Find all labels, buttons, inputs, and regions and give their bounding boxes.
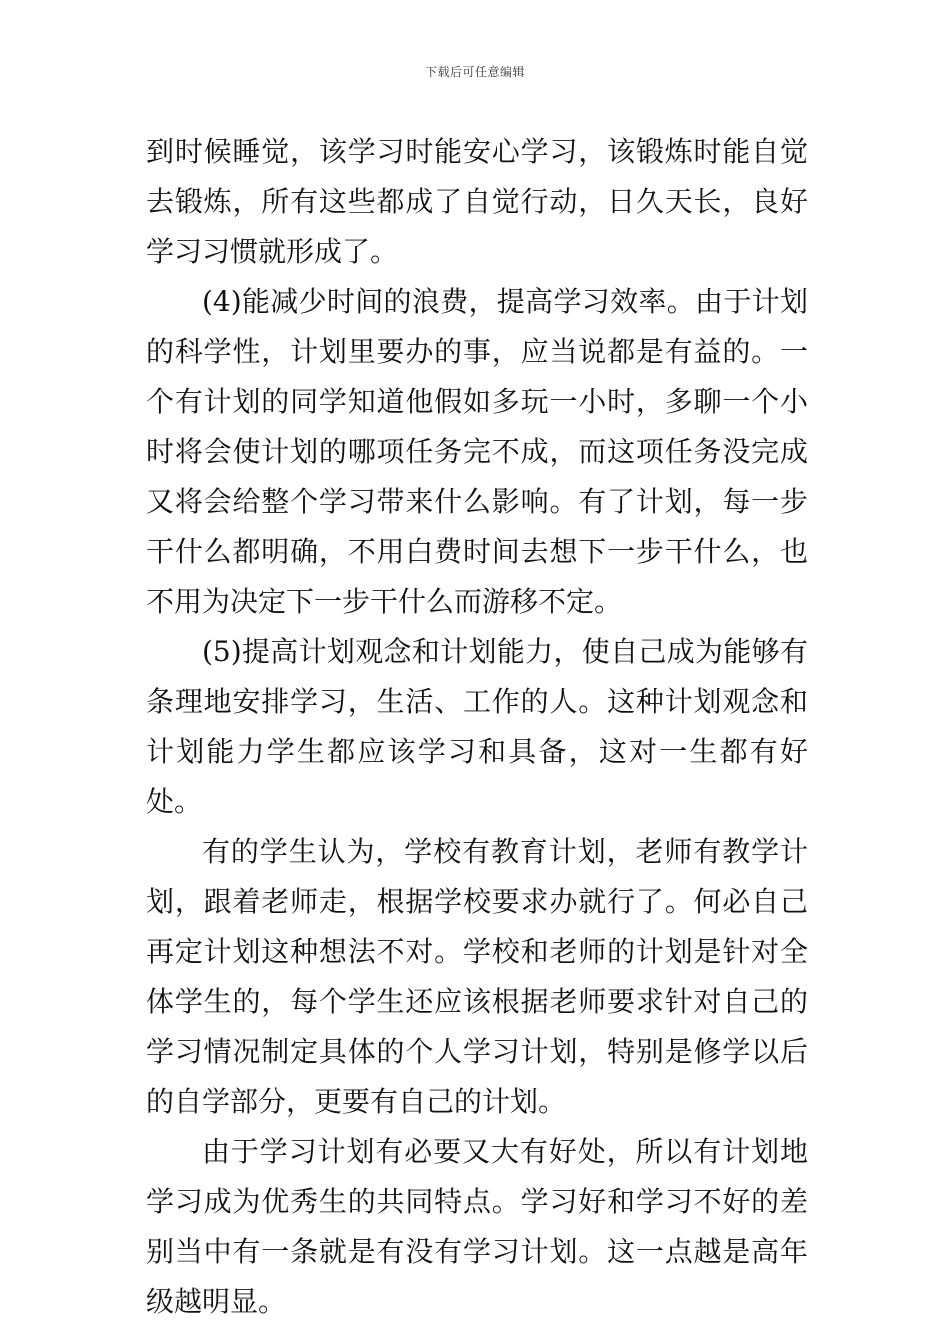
paragraph-point-5: (5)提高计划观念和计划能力，使自己成为能够有条理地安排学习，生活、工作的人。这种计划观念和计划能力学生都应该学习和具备，这对一生都有好处。: [146, 635, 808, 818]
paragraph-opinion: 有的学生认为，学校有教育计划，老师有教学计划，跟着老师走，根据学校要求办就行了。何必自己再定计划这种想法不对。学校和老师的计划是针对全体学生的，每个学生还应该根据老师要求针对自己的学习情况制定具体的个人学习计划，特别是修学以后的自学部分，更要有自己的计划。: [146, 835, 808, 1118]
document-body: [146, 127, 808, 1327]
paragraph-continuation: 到时候睡觉，该学习时能安心学习，该锻炼时能自觉去锻炼，所有这些都成了自觉行动，日久天长，良好学习习惯就形成了。: [146, 135, 808, 268]
paragraph-point-4: (4)能减少时间的浪费，提高学习效率。由于计划的科学性，计划里要办的事，应当说都是有益的。一个有计划的同学知道他假如多玩一小时，多聊一个小时将会使计划的哪项任务完不成，而这项任务没完成又将会给整个学习带来什么影响。有了计划，每一步干什么都明确，不用白费时间去想下一步干什么，也不用为决定下一步干什么而游移不定。: [146, 285, 808, 618]
page-header: 下载后可任意编辑: [424, 65, 525, 79]
paragraph-conclusion: 由于学习计划有必要又大有好处，所以有计划地学习成为优秀生的共同特点。学习好和学习不好的差别当中有一条就是有没有学习计划。这一点越是高年级越明显。: [146, 1135, 808, 1318]
